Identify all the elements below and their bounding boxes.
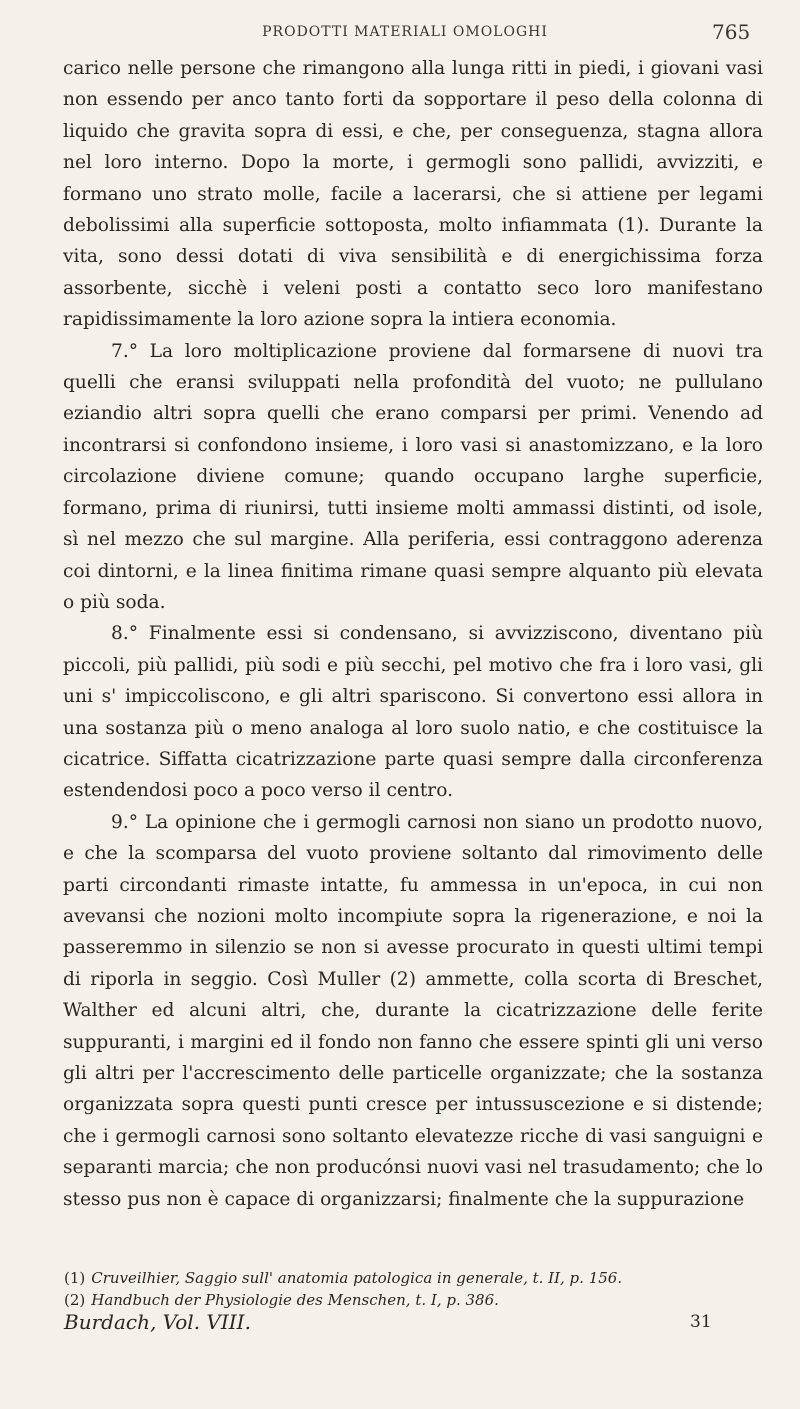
paragraph: 7.° La loro moltiplicazione proviene dal formarsene di nuovi tra quelli che eransi sviluppati nella profondità del vuoto; ne pullulano eziandio altri sopra quelli che erano comparsi per primi. Venendo ad incontrarsi si confondono insieme, i loro vasi si anastomizzano, e la loro circolazione diviene comune; quando occupano larghe superficie, formano, prima di riunirsi, tutti insieme molti ammassi distinti, od isole, sì nel mezzo che sul margine. Alla periferia, essi contraggono aderenza coi dintorni, e la linea finitima rimane quasi sempre alquanto più elevata o più soda. [63,340,763,613]
footnote-mark: (2) [64,1291,86,1309]
paragraph: 9.° La opinione che i germogli carnosi non siano un prodotto nuovo, e che la scomparsa del vuoto proviene soltanto dal rimovimento delle parti circondanti rimaste intatte, fu ammessa in un'epoca, in cui non avevansi che nozioni molto incompiute sopra la rigenerazione, e noi la passeremmo in silenzio se non si avesse procurato in questi ultimi tempi di riporla in seggio. Così Muller (2) ammette, colla scorta di Breschet, Walther ed alcuni altri, che, durante la cicatrizzazione delle ferite suppuranti, i margini ed il fondo non fanno che essere spinti gli uni verso gli altri per l'accrescimento delle particelle organizzate; che la sostanza organizzata sopra questi punti cresce per intussuscezione e si distende; che i germogli carnosi sono soltanto elevatezze ricche di vasi sanguigni e separanti marcia; che non producónsi nuovi vasi nel trasudamento; che lo stesso pus non è capace di organizzarsi; finalmente che la suppurazione [63,811,763,1210]
footnote-text: Handbuch der Physiologie des Menschen, t. I, p. 386. [91,1291,499,1309]
signature-mark: 31 [690,1312,712,1332]
footnote-mark: (1) [64,1269,86,1287]
paragraph: carico nelle persone che rimangono alla lunga ritti in piedi, i giovani vasi non essendo per anco tanto forti da sopportare il peso della colonna di liquido che gravita sopra di essi, e che, per conseguenza, stagna allora nel loro interno. Dopo la morte, i germogli sono pallidi, avvizziti, e formano uno strato molle, facile a lacerarsi, che si attiene per legami debolissimi alla superficie sottoposta, molto infiammata (1). Durante la vita, sono dessi dotati di viva sensibilità e di energichissima forza assorbente, sicchè i veleni posti a contatto seco loro manifestano rapidissimamente la loro azione sopra la intiera economia. [63,58,763,331]
page-number: 765 [712,20,751,44]
footnotes [64,1267,764,1311]
main-text [63,53,763,1215]
signature-line [64,1310,714,1334]
paragraph: 8.° Finalmente essi si condensano, si avvizziscono, diventano più piccoli, più pallidi, più sodi e più secchi, pel motivo che fra i loro vasi, gli uni s' impiccoliscono, e gli altri spariscono. Si convertono essi allora in una sostanza più o meno analoga al loro suolo natio, e che costituisce la cicatrice. Siffatta cicatrizzazione parte quasi sempre dalla circonferenza estendendosi poco a poco verso il centro. [63,623,763,802]
signature-text: Burdach, Vol. VIII. [64,1310,251,1334]
footnote [64,1267,764,1289]
footnote [64,1289,764,1311]
footnote-text: Cruveilhier, Saggio sull' anatomia patologica in generale, t. II, p. 156. [91,1269,623,1287]
running-title: PRODOTTI MATERIALI OMOLOGHI [262,24,548,40]
